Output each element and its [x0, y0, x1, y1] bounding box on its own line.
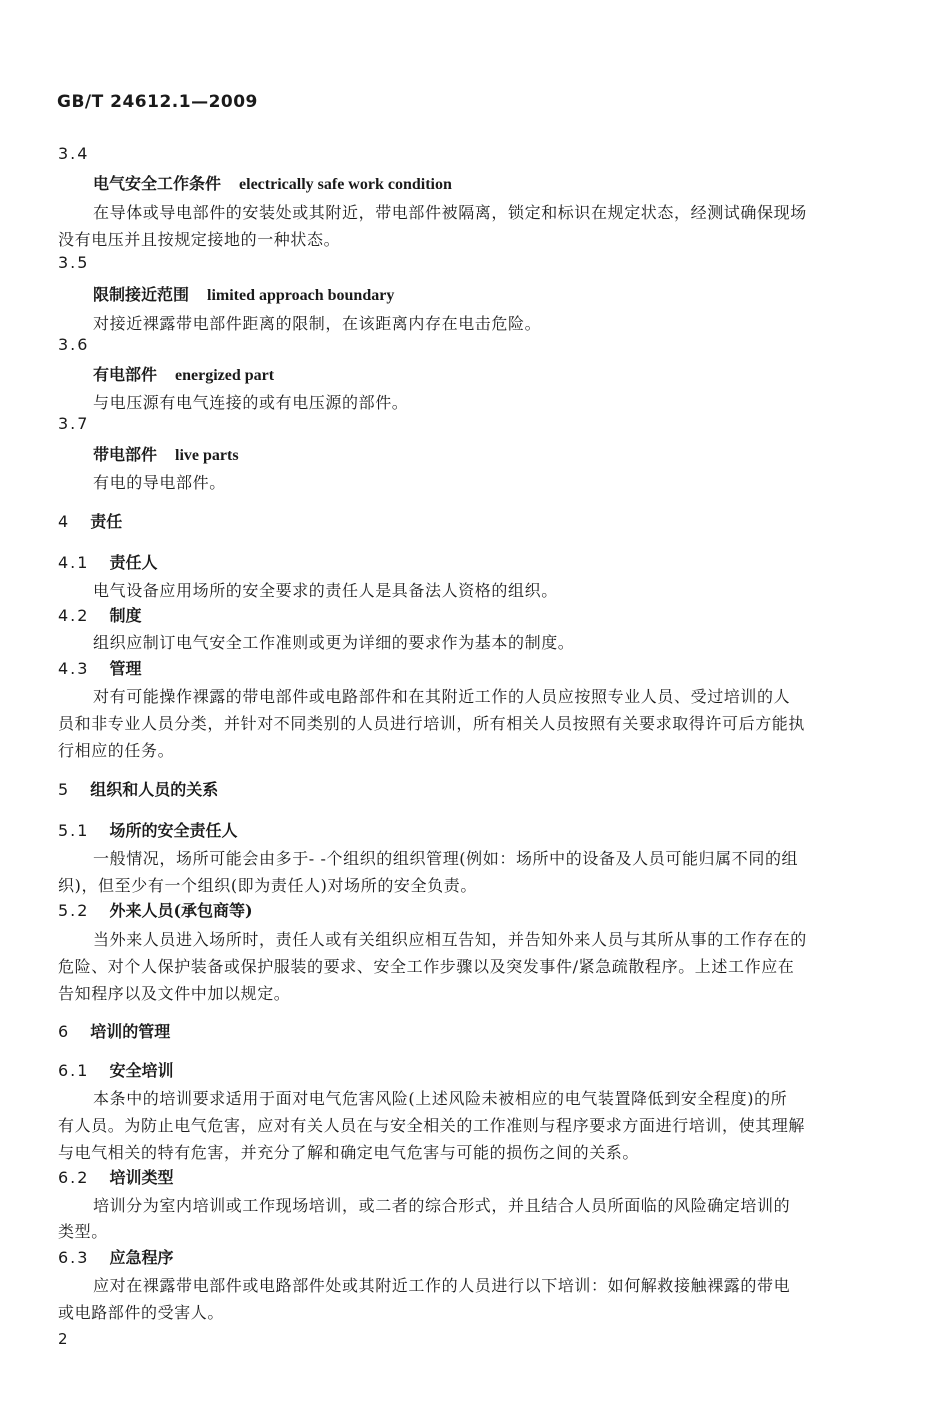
subsection-title: 场所的安全责任人 — [109, 821, 238, 840]
term-en: electrically safe work condition — [239, 176, 452, 193]
clause-number: 3.5 — [58, 253, 90, 272]
term-heading — [93, 282, 394, 305]
term-heading — [93, 171, 452, 194]
term-en: energized part — [175, 367, 275, 384]
term-en: limited approach boundary — [207, 287, 395, 304]
paragraph-line: 培训分为室内培训或工作现场培训，或二者的综合形式，并且结合人员所面临的风险确定培训的 — [93, 1196, 791, 1215]
section-heading — [58, 509, 122, 532]
paragraph-line: 有人员。为防止电气危害，应对有关人员在与安全相关的工作准则与程序要求方面进行培训，使其理解 — [58, 1116, 806, 1135]
section-number: 5 — [58, 780, 71, 799]
definition-line: 没有电压并且按规定接地的一种状态。 — [58, 230, 341, 249]
paragraph-line: 织)，但至少有一个组织(即为责任人)对场所的安全负责。 — [58, 876, 477, 895]
section-heading — [58, 777, 218, 800]
definition-line: 与电压源有电气连接的或有电压源的部件。 — [93, 393, 409, 412]
subsection-title: 应急程序 — [109, 1248, 174, 1267]
paragraph-line: 一般情况，场所可能会由多于- -个组织的组织管理(例如：场所中的设备及人员可能归属不同的组 — [93, 849, 799, 868]
subsection-number: 6.3 — [58, 1248, 90, 1267]
subsection-heading — [58, 603, 141, 626]
paragraph-line: 告知程序以及文件中加以规定。 — [58, 984, 291, 1003]
paragraph-line: 组织应制订电气安全工作准则或更为详细的要求作为基本的制度。 — [93, 633, 575, 652]
subsection-title: 培训类型 — [109, 1168, 174, 1187]
paragraph-line: 或电路部件的受害人。 — [58, 1303, 225, 1322]
paragraph-line: 电气设备应用场所的安全要求的责任人是具备法人资格的组织。 — [93, 581, 558, 600]
term-zh: 电气安全工作条件 — [93, 174, 222, 193]
section-number: 4 — [58, 512, 71, 531]
term-zh: 带电部件 — [93, 445, 158, 464]
paragraph-line: 员和非专业人员分类，并针对不同类别的人员进行培训，所有相关人员按照有关要求取得许可后方能执 — [58, 714, 806, 733]
subsection-number: 6.1 — [58, 1061, 90, 1080]
section-title: 培训的管理 — [90, 1022, 171, 1041]
section-title: 组织和人员的关系 — [90, 780, 219, 799]
paragraph-line: 对有可能操作裸露的带电部件或电路部件和在其附近工作的人员应按照专业人员、受过培训的人 — [93, 687, 791, 706]
term-zh: 有电部件 — [93, 365, 158, 384]
paragraph-line: 危险、对个人保护装备或保护服装的要求、安全工作步骤以及突发事件/紧急疏散程序。上述工作应在 — [58, 957, 795, 976]
paragraph-line: 与电气相关的特有危害，并充分了解和确定电气危害与可能的损伤之间的关系。 — [58, 1143, 640, 1162]
subsection-number: 4.3 — [58, 659, 90, 678]
subsection-title: 责任人 — [109, 553, 158, 572]
subsection-heading — [58, 656, 141, 679]
subsection-heading — [58, 898, 253, 921]
paragraph-line: 行相应的任务。 — [58, 741, 175, 760]
subsection-title: 外来人员(承包商等) — [109, 901, 253, 920]
definition-line: 对接近裸露带电部件距离的限制，在该距离内存在电击危险。 — [93, 314, 542, 333]
term-heading — [93, 442, 239, 465]
subsection-number: 6.2 — [58, 1168, 90, 1187]
subsection-title: 制度 — [109, 606, 142, 625]
subsection-heading — [58, 1058, 173, 1081]
subsection-title: 安全培训 — [109, 1061, 174, 1080]
subsection-number: 5.1 — [58, 821, 90, 840]
subsection-heading — [58, 1245, 173, 1268]
paragraph-line: 当外来人员进入场所时，责任人或有关组织应相互告知，并告知外来人员与其所从事的工作存在的 — [93, 930, 807, 949]
page-number: 2 — [58, 1330, 68, 1348]
section-title: 责任 — [90, 512, 123, 531]
clause-number: 3.4 — [58, 144, 90, 163]
paragraph-line: 本条中的培训要求适用于面对电气危害风险(上述风险未被相应的电气装置降低到安全程度)的所 — [93, 1089, 788, 1108]
paragraph-line: 应对在裸露带电部件或电路部件处或其附近工作的人员进行以下培训：如何解救接触裸露的带电 — [93, 1276, 791, 1295]
subsection-number: 5.2 — [58, 901, 90, 920]
standard-id: GB/T 24612.1—2009 — [57, 92, 258, 112]
definition-line: 有电的导电部件。 — [93, 473, 226, 492]
subsection-heading — [58, 818, 237, 841]
subsection-number: 4.2 — [58, 606, 90, 625]
subsection-number: 4.1 — [58, 553, 90, 572]
definition-line: 在导体或导电部件的安装处或其附近，带电部件被隔离，锁定和标识在规定状态，经测试确保现场 — [93, 203, 807, 222]
subsection-heading — [58, 1165, 173, 1188]
term-heading — [93, 362, 274, 385]
section-number: 6 — [58, 1022, 71, 1041]
paragraph-line: 类型。 — [58, 1222, 108, 1241]
subsection-title: 管理 — [109, 659, 142, 678]
clause-number: 3.7 — [58, 414, 90, 433]
section-heading — [58, 1019, 170, 1042]
clause-number: 3.6 — [58, 335, 90, 354]
subsection-heading — [58, 550, 157, 573]
term-zh: 限制接近范围 — [93, 285, 190, 304]
term-en: live parts — [175, 447, 239, 464]
